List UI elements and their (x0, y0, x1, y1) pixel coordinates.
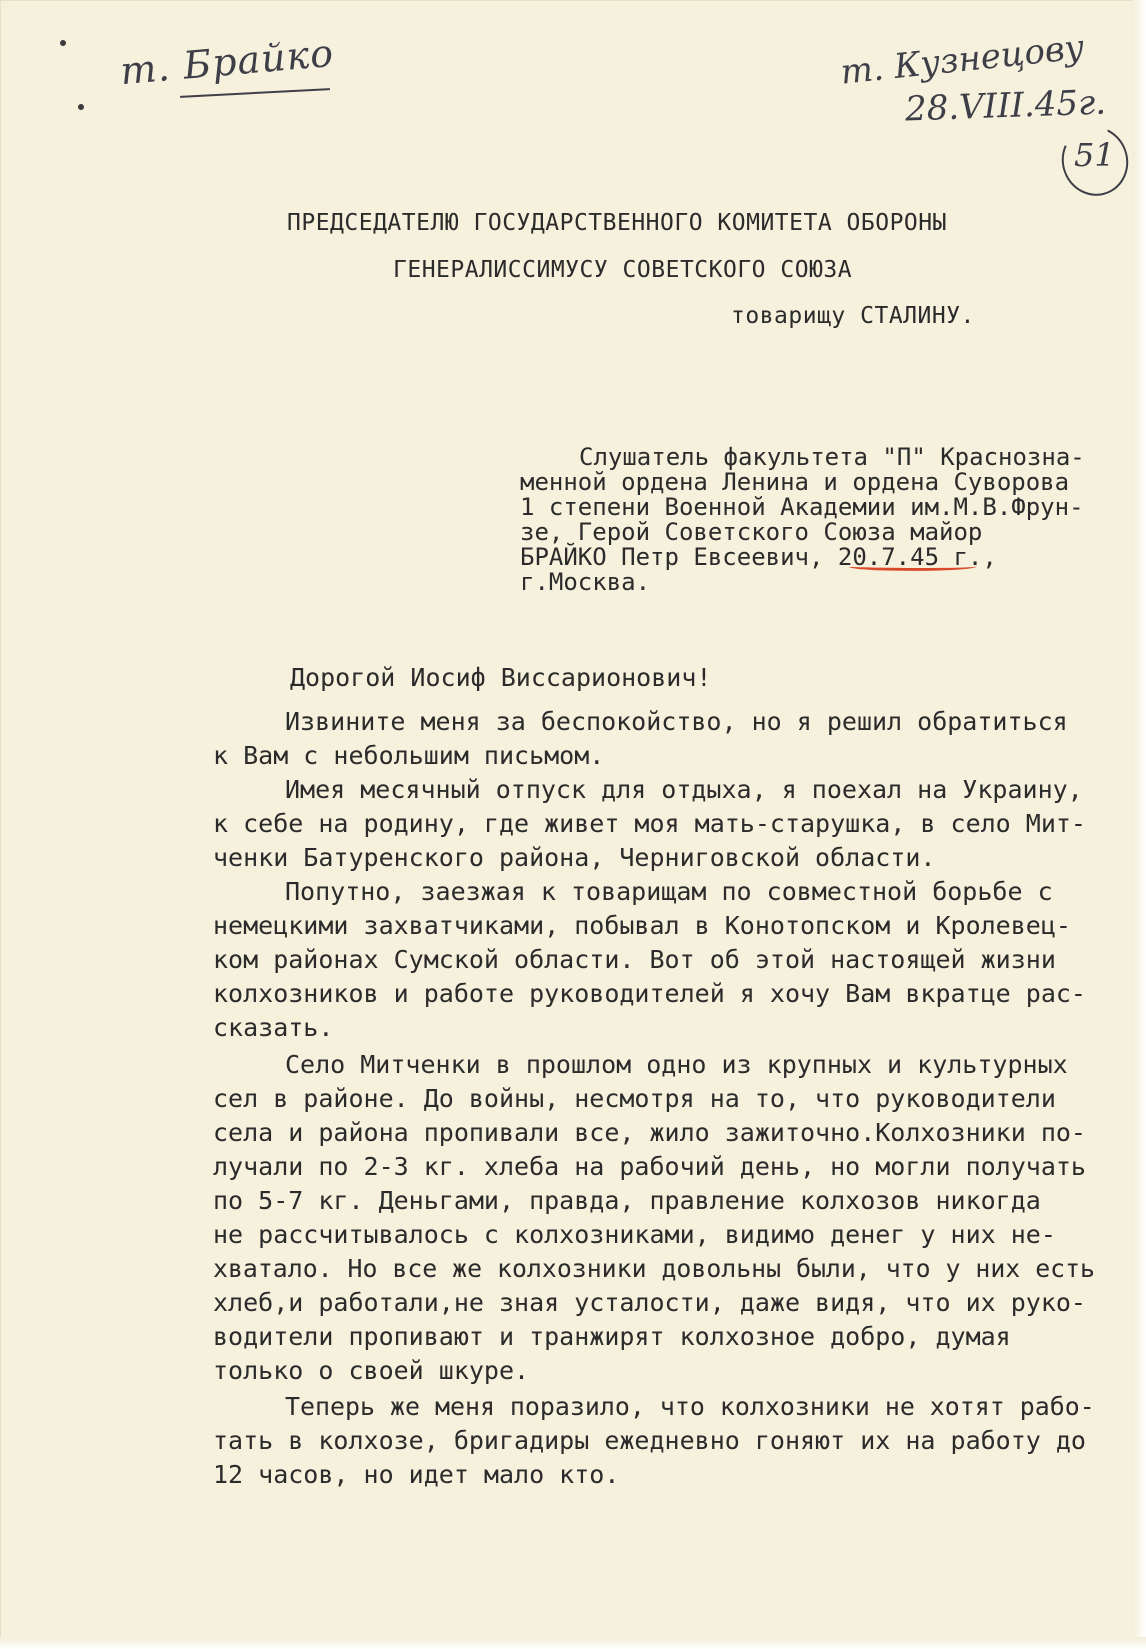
handwritten-note-top-right: т. Кузнецову (838, 27, 1087, 93)
body-line: к себе на родину, где живет моя мать-старушка, в село Мит- (213, 809, 1086, 838)
body-line: Попутно, заезжая к товарищам по совместной борьбе с (285, 877, 1053, 906)
body-line: водители пропивают и транжирят колхозное добро, думая (213, 1322, 1011, 1351)
body-line: Теперь же меня поразило, что колхозники не хотят рабо- (285, 1392, 1095, 1421)
sender-line: г.Москва. (520, 568, 651, 596)
sender-line: 1 степени Военной Академии им.М.В.Фрун- (520, 493, 1084, 521)
body-line: сел в районе. До войны, несмотря на то, что руководители (213, 1084, 1056, 1113)
body-line: сказать. (213, 1013, 334, 1042)
sender-line: менной ордена Ленина и ордена Суворова (520, 468, 1070, 496)
body-line: немецкими захватчиками, побывал в Конотопском и Кролевец- (213, 911, 1071, 940)
body-line: Имея месячный отпуск для отдыха, я поехал на Украину, (285, 775, 1083, 804)
sender-line: БРАЙКО Петр Евсеевич, 20.7.45 г., (520, 543, 997, 571)
body-line: по 5-7 кг. Деньгами, правда, правление колхозов никогда (213, 1186, 1041, 1215)
sender-line: Слушатель факультета "П" Краснозна- (579, 443, 1085, 471)
page-edge-bottom (0, 1637, 1146, 1649)
body-line: тать в колхозе, бригадиры ежедневно гоняют их на работу до (213, 1426, 1086, 1455)
greeting: Дорогой Иосиф Виссарионович! (290, 663, 712, 692)
body-line: 12 часов, но идет мало кто. (213, 1460, 620, 1489)
body-line: ком районах Сумской области. Вот об этой настоящей жизни (213, 945, 1056, 974)
handwritten-date-top-right: 28.VIII.45г. (904, 82, 1107, 130)
handwritten-underline-top-left (180, 88, 330, 98)
addressee-line-2: ГЕНЕРАЛИССИМУСУ СОВЕТСКОГО СОЮЗА (393, 257, 853, 283)
addressee-line-3: товарищу СТАЛИНУ. (731, 303, 975, 329)
page-edge-right (1132, 0, 1146, 1649)
sender-line: зе, Герой Советского Союза майор (520, 518, 983, 546)
margin-dot-top (60, 40, 66, 46)
addressee-line-1: ПРЕДСЕДАТЕЛЮ ГОСУДАРСТВЕННОГО КОМИТЕТА ОБОРОНЫ (287, 210, 947, 236)
margin-dot-bottom (78, 104, 84, 110)
page-number: 51 (1074, 136, 1115, 174)
body-line: хватало. Но все же колхозники довольны были, что у них есть (213, 1254, 1095, 1283)
body-line: к Вам с небольшим письмом. (213, 741, 605, 770)
body-line: Извините меня за беспокойство, но я решил обратиться (285, 707, 1068, 736)
body-line: Село Митченки в прошлом одно из крупных и культурных (285, 1050, 1068, 1079)
body-line: хлеб,и работали,не зная усталости, даже видя, что их руко- (213, 1288, 1086, 1317)
body-line: только о своей шкуре. (213, 1356, 530, 1385)
body-line: колхозников и работе руководителей я хочу Вам вкратце рас- (213, 979, 1086, 1008)
body-line: ченки Батуренского района, Черниговской области. (213, 843, 936, 872)
body-line: не рассчитывалось с колхозниками, видимо денег у них не- (213, 1220, 1056, 1249)
handwritten-note-top-left: т. Брайко (118, 30, 336, 94)
body-line: села и района пропивали все, жило зажиточно.Колхозники по- (213, 1118, 1086, 1147)
body-line: лучали по 2-3 кг. хлеба на рабочий день, но могли получать (213, 1152, 1086, 1181)
